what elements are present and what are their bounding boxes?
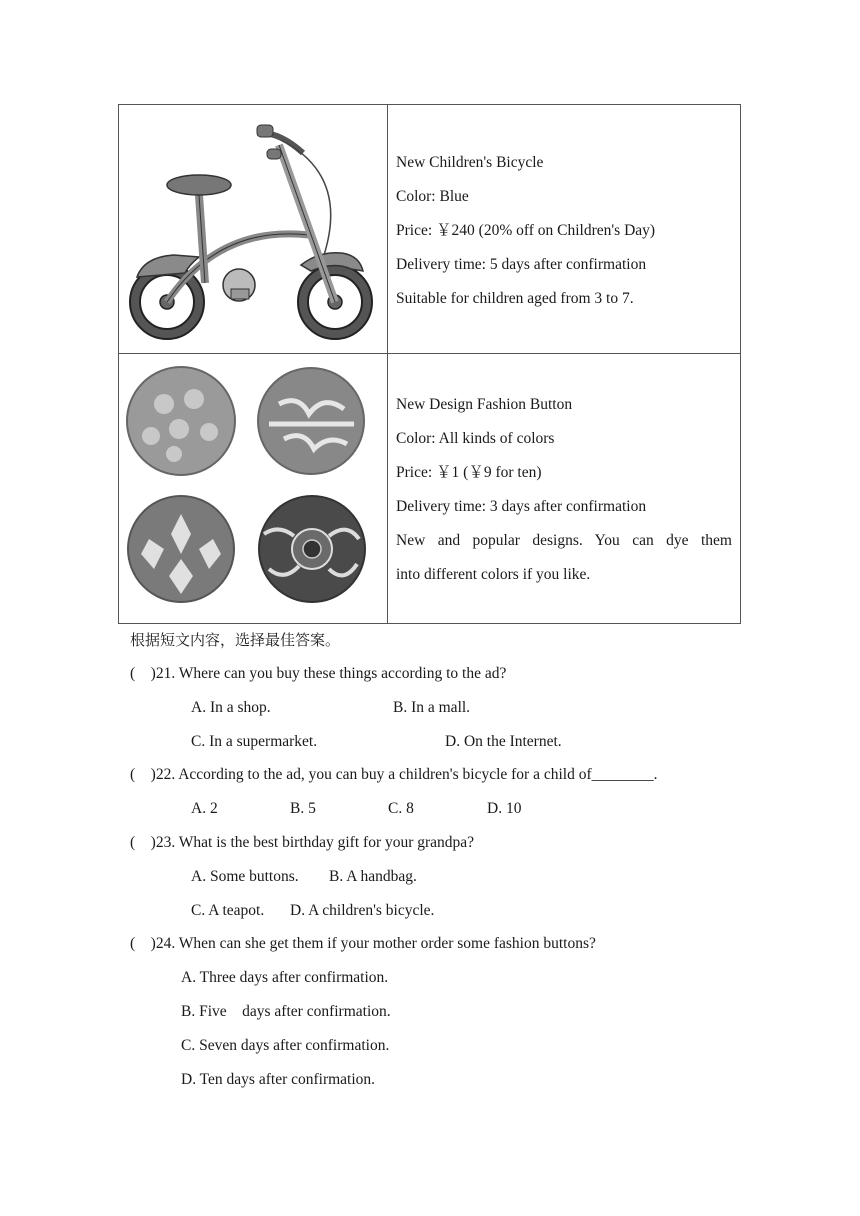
q23-option-d: D. A children's bicycle. xyxy=(290,902,435,919)
buttons-title: New Design Fashion Button xyxy=(396,396,573,413)
question-22: ( )22. According to the ad, you can buy a children's bicycle for a child of________. xyxy=(130,766,658,783)
bicycle-image-cell xyxy=(119,105,388,353)
bicycle-description xyxy=(396,146,732,316)
buttons-color: Color: All kinds of colors xyxy=(396,430,555,447)
q23-option-b: B. A handbag. xyxy=(329,868,417,885)
q23-option-c: C. A teapot. xyxy=(191,902,265,919)
q22-option-a: A. 2 xyxy=(191,800,218,817)
q21-option-b: B. In a mall. xyxy=(393,699,471,716)
q21-option-a: A. In a shop. xyxy=(191,699,271,716)
buttons-row xyxy=(119,354,740,623)
q24-option-c: C. Seven days after confirmation. xyxy=(181,1037,390,1054)
buttons-delivery: Delivery time: 3 days after confirmation xyxy=(396,498,647,515)
q21-option-c: C. In a supermarket. xyxy=(191,733,318,750)
bicycle-title: New Children's Bicycle xyxy=(396,154,544,171)
buttons-description xyxy=(396,388,732,592)
bicycle-illustration xyxy=(119,105,387,354)
buttons-note-line2: into different colors if you like. xyxy=(396,566,591,583)
q21-option-d: D. On the Internet. xyxy=(445,733,562,750)
buttons-illustration xyxy=(119,354,387,623)
question-24: ( )24. When can she get them if your mother order some fashion buttons? xyxy=(130,935,596,952)
instruction-prompt: 根据短文内容，选择最佳答案。 xyxy=(130,631,341,649)
bicycle-note: Suitable for children aged from 3 to 7. xyxy=(396,290,634,307)
bicycle-delivery: Delivery time: 5 days after confirmation xyxy=(396,256,647,273)
buttons-image-cell xyxy=(119,354,388,623)
q24-option-b: B. Five days after confirmation. xyxy=(181,1003,391,1020)
bicycle-price: Price: ￥240 (20% off on Children's Day) xyxy=(396,222,656,239)
bicycle-row xyxy=(119,105,740,354)
question-23: ( )23. What is the best birthday gift for your grandpa? xyxy=(130,834,475,851)
q23-option-a: A. Some buttons. xyxy=(191,868,299,885)
bicycle-color: Color: Blue xyxy=(396,188,469,205)
q22-option-d: D. 10 xyxy=(487,800,522,817)
question-21: ( )21. Where can you buy these things according to the ad? xyxy=(130,665,507,682)
ad-table xyxy=(118,104,741,624)
q22-option-b: B. 5 xyxy=(290,800,316,817)
buttons-price: Price: ￥1 (￥9 for ten) xyxy=(396,464,542,481)
q22-option-c: C. 8 xyxy=(388,800,414,817)
buttons-note-line1: New and popular designs. You can dye them xyxy=(396,532,732,549)
q24-option-a: A. Three days after confirmation. xyxy=(181,969,389,986)
q24-option-d: D. Ten days after confirmation. xyxy=(181,1071,376,1088)
